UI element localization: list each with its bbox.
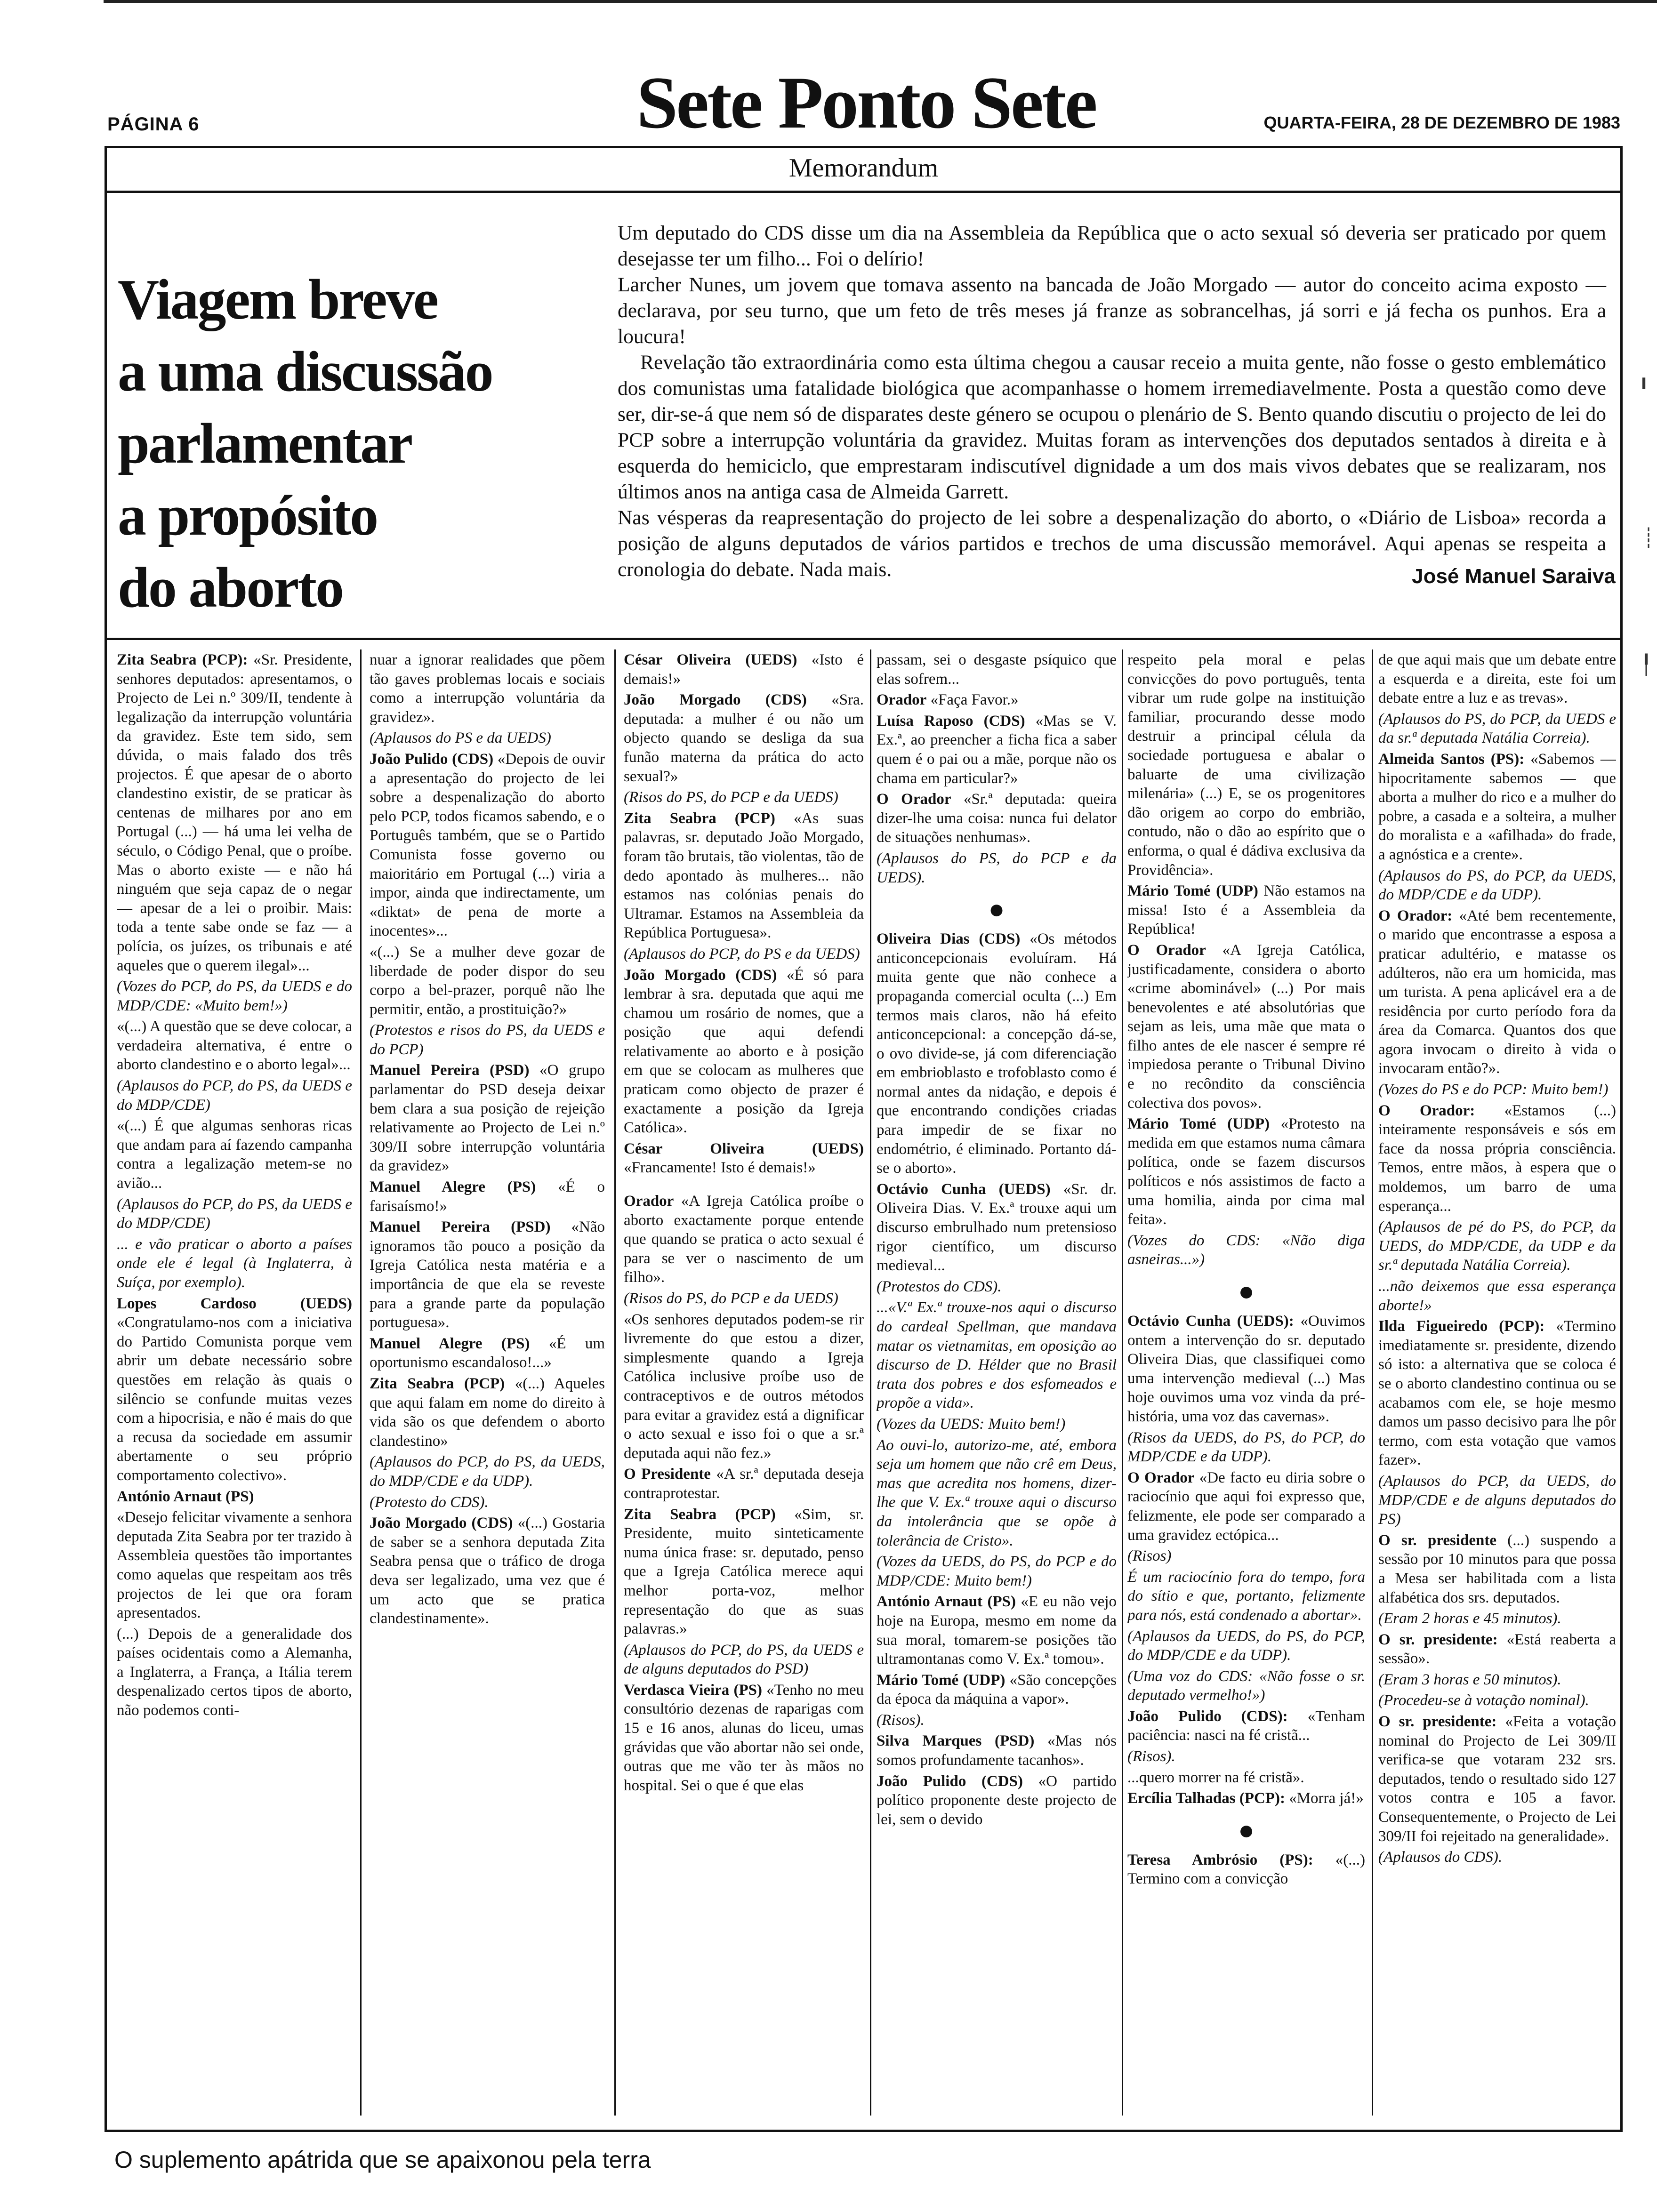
stage-direction-text: (Vozes do PS e do PCP: Muito bem!) [1378,1081,1609,1098]
speech-continuation [1378,650,1616,708]
paragraph-gap [624,1179,864,1192]
stage-direction-text: (Vozes do CDS: «Não diga asneiras...») [1127,1232,1365,1268]
speech-paragraph [877,1671,1117,1709]
speech-text: nuar a ignorar realidades que põem tão gaves problemas locais e sociais como a interrupção voluntária da gravidez». [370,651,605,726]
stage-direction-text: (Vozes da UEDS: Muito bem!) [877,1415,1066,1433]
speech-paragraph [117,1487,352,1507]
speech-text: «Tenham paciência: nasci na fé cristã... [1127,1707,1365,1744]
intro-paragraph: Um deputado do CDS disse um dia na Assembleia da República que o acto sexual só deveria ser praticado por quem desejasse ter um filho... Foi o delírio! [618,222,1606,270]
speech-text: «O partido político proponente deste projecto de lei, sem o devido [877,1772,1117,1828]
speech-paragraph [1127,1468,1365,1545]
speaker-name: Verdasca Vieira (PS) [624,1681,763,1699]
speaker-name: João Morgado (CDS) [370,1515,513,1532]
speech-text: «Sabemos — hipocritamente sabemos — que aborta a mulher do rico e a mulher do pobre, a casada e a solteira, a mulher do moralista e a «afilhada» do frade, a agnóstica e a crente». [1378,750,1616,863]
stage-direction [1127,1667,1365,1705]
stage-direction-text: (Risos). [1127,1748,1175,1765]
stage-direction [624,1641,864,1679]
intro-paragraph: Nas vésperas da reapresentação do projecto de lei sobre a despenalização do aborto, o «Diário de Lisboa» recorda a posição de alguns deputados de vários partidos e trechos de uma discussão memorável. Aqui apenas se respeita a cronologia do debate. Nada mais. [618,506,1606,581]
stage-direction [877,1552,1117,1590]
speech-text: «Protesto na medida em que estamos numa câmara política, onde se fazem discursos políticos e nós assistimos de facto a uma homilia, ainda por cima mal feita». [1127,1115,1365,1228]
stage-direction-text: (Aplausos da UEDS, do PS, do PCP, do MDP/CDE e da UDP). [1127,1627,1365,1664]
stage-direction [370,729,605,748]
speech-text: «Isto é demais!» [624,651,864,688]
speaker-name: António Arnaut (PS) [877,1593,1016,1611]
speech-paragraph [1378,1101,1616,1216]
speech-paragraph [370,1334,605,1372]
speaker-name: Orador [877,691,927,709]
stage-direction [117,1076,352,1114]
speaker-name: Manuel Alegre (PS) [370,1335,530,1352]
column-rule [870,649,871,2116]
speech-text: «Termino imediatamente sr. presidente, dizendo só isto: a alternativa que se coloca é se o aborto clandestino continua ou se acabamos com ele, se hoje mesmo damos um passo decisivo para lhe pôr termo, com esta votação que vamos fazer». [1378,1318,1616,1469]
stage-direction [877,1415,1117,1434]
speaker-name: O sr. presidente [1378,1531,1496,1549]
headline-line: a propósito [118,484,378,547]
stage-direction [1378,1848,1616,1867]
stage-direction-text: (Aplausos do PCP, do PS e da UEDS) [624,945,860,962]
speaker-name: O Orador: [1378,1102,1475,1119]
speech-paragraph [1378,1317,1616,1470]
speech-paragraph [624,650,864,689]
speech-text: «Os senhores deputados podem-se rir livremente do que estou a dizer, simplesmente quando a Igreja Católica inclusive proíbe uso de contraceptivos e de outros métodos para evitar a gravidez está a dignificar o acto sexual e isso foi o que a sr.ª deputada aqui não fez.» [624,1311,864,1462]
speech-paragraph [370,1178,605,1216]
speech-text: «Está reaberta a sessão». [1378,1631,1616,1667]
speech-paragraph [877,1180,1117,1275]
article-column-6 [1378,650,1616,2114]
speech-paragraph [370,1374,605,1451]
speaker-name: Octávio Cunha (UEDS): [1127,1313,1294,1330]
speaker-name: O Orador: [1378,907,1453,924]
speaker-name: Zita Seabra (PCP) [624,809,775,827]
headline-line: do aborto [118,556,343,619]
speech-paragraph [624,1192,864,1287]
speech-paragraph [624,966,864,1138]
stage-direction-text: (Uma voz do CDS: «Não fosse o sr. deputado vermelho!») [1127,1667,1365,1704]
speech-text: «Os métodos anticoncepcionais evoluíram. Há muita gente que não conhece a propaganda comercial oculta (...) Em termos mais claros, não há efeito anticoncepcional: a concepção dá-se, o ovo divide-se, já com diferenciação em embrioblasto e trofoblasto como é normal antes da nidação, e depois é que encontrando condições criadas para impedir de se fixar no endométrio, é eliminado. Portanto dá-se o aborto». [877,930,1117,1177]
speech-paragraph [1127,941,1365,1113]
stage-direction-text: Ao ouvi-lo, autorizo-me, até, embora seja um homem que não crê em Deus, mas que acredita nos homens, dizer-lhe que V. Ex.ª trouxe aqui o discurso da intolerância que se opõe à tolerância de Cristo». [877,1436,1117,1549]
speech-text: «A sr.ª deputada deseja contraprotestar. [624,1466,864,1502]
stage-direction-text: (Vozes da UEDS, do PS, do PCP e do MDP/CDE: Muito bem!) [877,1553,1117,1589]
section-title: Memorandum [105,146,1623,193]
speech-text: «(...) Se a mulher deve gozar de liberdade de poder dispor do seu corpo a bel-prazer, porquê não lhe permitir, então, a prostituição?» [370,943,605,1018]
speech-continuation [370,943,605,1019]
column-rule [360,649,362,2116]
stage-direction [1127,1747,1365,1766]
stage-direction-text: (Aplausos do CDS). [1378,1849,1503,1866]
speech-text: «Até bem recentemente, o marido que encontrasse a esposa a praticar adultério, e matasse os adúlteros, não era um homicida, mas um turista. A pena aplicável era a de residência por curto período fora da área da Comarca. Quantos dos que agora invocam o direito à vida o invocaram então?». [1378,907,1616,1077]
scan-mark: ╻ [1638,367,1650,389]
speech-text: «Mas nós somos profundamente tacanhos». [877,1732,1117,1769]
dateline: QUARTA-FEIRA, 28 DE DEZEMBRO DE 1983 [1263,113,1620,132]
byline: José Manuel Saraiva [1412,565,1616,588]
speech-paragraph [117,1294,352,1485]
speaker-name: João Morgado (CDS) [624,691,807,709]
speaker-name: Manuel Pereira (PSD) [370,1062,530,1079]
stage-direction-text: (Aplausos do PCP, do PS, da UEDS, do MDP/CDE e da UDP). [370,1453,605,1490]
speech-text: «Tenho no meu consultório dezenas de raparigas com 15 e 16 anos, alunas do liceu, umas grávidas que vão abortar não sei onde, outras que me vão ter às mãos no hospital. Sei o que é que elas [624,1681,864,1794]
speech-text: «Ouvimos ontem a intervenção do sr. deputado Oliveira Dias, que classifiquei como uma intervenção medieval (...) Mas hoje ouvimos uma voz vinda da pré-história, uma voz das cavernas». [1127,1313,1365,1425]
stage-direction-text: ... e vão praticar o aborto a países onde ele é legal (à Inglaterra, à Suíça, por exemplo). [117,1235,352,1291]
stage-direction-text: (Aplausos do PCP, do PS, da UEDS e do MDP/CDE) [117,1195,352,1232]
speech-paragraph [1378,1630,1616,1668]
article-column-2 [370,650,605,2114]
stage-direction [877,1436,1117,1551]
stage-direction [1378,1691,1616,1710]
speech-paragraph [624,809,864,943]
article-column-3 [624,650,864,2114]
speech-continuation [117,1625,352,1720]
section-bullet-icon: ● [1238,1814,1255,1845]
speech-continuation [370,650,605,727]
speech-paragraph [1127,1707,1365,1745]
speaker-name: António Arnaut (PS) [117,1488,254,1505]
speech-text: passam, sei o desgaste psíquico que elas sofrem... [877,651,1117,688]
speech-text: «Sr. Presidente, senhores deputados: apresentamos, o Projecto de Lei n.º 309/II, tendente à legalização da interrupção voluntária da gravidez. Este tem sido, sem dúvida, o mais falado dos três projectos. É que apesar de o aborto clandestino existir, de se praticar às centenas de milhares por ano em Portugal (...) — há uma lei velha de século, o Código Penal, que o proíbe. Mas o aborto existe — e não há ninguém que seja capaz de o negar — apesar de a lei o proibir. Mais: toda a tente sabe onde se faz — a polícia, os juízes, os tribunais e até aqueles que o querem ilegal»... [117,651,352,974]
speech-paragraph [624,1681,864,1795]
stage-direction [624,788,864,807]
stage-direction-text: (Risos). [877,1711,925,1729]
stage-direction [877,849,1117,887]
speech-text: ...quero morrer na fé cristã». [1127,1769,1304,1786]
speech-text: «Congratulamo-nos com a iniciativa do Partido Comunista porque vem abrir um debate necessário sobre questões em relação às quais o silêncio se confunde muitas vezes com a hipocrisia, e não é mais do que a recusa da sociedade em assumir abertamente o seu próprio comportamento colectivo». [117,1314,352,1484]
speaker-name: João Pulido (CDS) [877,1772,1023,1790]
speech-text: «Faça Favor.» [930,691,1019,709]
stage-direction [1378,866,1616,905]
headline-line: parlamentar [118,412,412,475]
stage-direction-text: (Protesto do CDS). [370,1493,489,1511]
stage-direction [1378,710,1616,748]
stage-direction [877,1277,1117,1297]
speech-paragraph [1378,1712,1616,1846]
speaker-name: Mário Tomé (UDP) [877,1671,1005,1689]
stage-direction [370,1493,605,1512]
speech-paragraph [877,1592,1117,1668]
speech-text: «Desejo felicitar vivamente a senhora deputada Zita Seabra por ter trazido à Assembleia questões tão importantes como aquelas que respeitam aos três projectos de lei que ora foram apresentados. [117,1509,352,1622]
speech-paragraph [1378,750,1616,865]
stage-direction [1127,1627,1365,1665]
stage-direction-text: (Aplausos do PS e da UEDS) [370,729,551,747]
stage-direction-text: (Aplausos de pé do PS, do PCP, da UEDS, do MDP/CDE, da UDP e da sr.ª deputada Natália Correia). [1378,1218,1616,1274]
column-rule [614,649,616,2116]
speech-text: «São concepções da época da máquina a vapor». [877,1671,1117,1708]
stage-direction [1378,1670,1616,1690]
article-column-4 [877,650,1117,2114]
speech-text: «Francamente! Isto é demais!» [624,1159,816,1177]
stage-direction [1127,1547,1365,1566]
footer-tagline: O suplemento apátrida que se apaixonou pela terra [114,2147,651,2173]
speech-text: (...) Depois de a generalidade dos países ocidentais como a Alemanha, a Inglaterra, a França, a Itália terem despenalizado certos tipos de aborto, não podemos conti- [117,1625,352,1719]
intro-paragraph: Larcher Nunes, um jovem que tomava assento na bancada de João Morgado — autor do conceito acima exposto — declarava, por seu turno, que um feto de três meses já franze as sobrancelhas, já sorri e já fecha os punhos. Era a loucura! [618,273,1606,348]
speech-text: respeito pela moral e pelas convicções do povo português, tenta vibrar um rude golpe na instituição familiar, procurando desse modo destruir a principal célula da sociedade portuguesa e abalar o baluarte de uma civilização milenária» (...) E, se os progenitores dão origem ao corpo do embrião, contudo, não o dão ao espírito que o enforma, o qual é dádiva exclusiva da Providência». [1127,651,1365,879]
stage-direction-text: (Protestos do CDS). [877,1278,1002,1295]
stage-direction [370,1021,605,1059]
speech-text: «Sr.ª deputada: queira dizer-lhe uma coisa: nunca fui delator de situações nenhumas». [877,791,1117,846]
stage-direction-text: (Aplausos do PS, do PCP, da UEDS e da sr.ª deputada Natália Correia). [1378,710,1616,747]
speaker-name: Octávio Cunha (UEDS) [877,1180,1051,1198]
speech-paragraph [877,690,1117,710]
scan-mark: ┊ [1643,527,1655,549]
speech-text: «É um oportunismo escandaloso!...» [370,1335,605,1371]
speech-paragraph [1127,882,1365,939]
speech-paragraph [624,1139,864,1178]
stage-direction-text: (Aplausos do PCP, da UEDS, do MDP/CDE e de alguns deputados do PS) [1378,1472,1616,1528]
speaker-name: O Orador [877,791,951,808]
speech-paragraph [624,690,864,786]
speech-text: «O grupo parlamentar do PSD deseja deixar bem clara a sua posição de rejeição relativamente ao Projecto de Lei n.º 309/II sobre interrupção voluntária da gravidez» [370,1062,605,1175]
stage-direction [117,1195,352,1233]
intro-divider [105,638,1623,640]
speaker-name: César Oliveira (UEDS) [624,1140,864,1157]
top-edge-rule [104,0,1657,3]
stage-direction [117,1235,352,1292]
stage-direction [877,1711,1117,1730]
speech-paragraph [1127,1789,1365,1808]
speech-paragraph [1378,1531,1616,1607]
speech-text: «Mas se V. Ex.ª, ao preencher a ficha fica a saber quem é o pai ou a mãe, porque não os chama em particular?» [877,712,1117,787]
speech-paragraph [877,790,1117,847]
speech-continuation [117,1508,352,1623]
speech-paragraph [877,712,1117,788]
speech-text: (...) suspendo a sessão por 10 minutos para que possa a Mesa ser habilitada com a lista alfabética dos srs. deputados. [1378,1531,1616,1606]
stage-direction [1378,1218,1616,1275]
speaker-name: Ilda Figueiredo (PCP): [1378,1318,1545,1335]
speech-text: «De facto eu diria sobre o raciocínio que aqui foi expresso que, felizmente, ele pode ser comparado a uma gravidez ectópica... [1127,1469,1365,1544]
speech-continuation [624,1310,864,1463]
speech-paragraph [370,1061,605,1176]
speech-text: «(...) Aqueles que aqui falam em nome do direito à vida são os que defendem o aborto clandestino» [370,1375,605,1450]
stage-direction [877,1298,1117,1413]
stage-direction [1378,1080,1616,1099]
speech-paragraph [370,750,605,941]
stage-direction-text: (Protestos e risos do PS, da UEDS e do PCP) [370,1022,605,1058]
article-column-1 [117,650,352,2114]
speech-paragraph [370,1514,605,1628]
speech-text: «Estamos (...) inteiramente responsáveis e sós em face da nossa própria consciência. Temos, entre mãos, à espera que o moldemos, um barro de uma esperança... [1378,1102,1616,1215]
speech-text: «E eu não vejo hoje na Europa, mesmo em nome da sua moral, tomarem-se posições tão ultramontanas como V. Ex.ª tomou». [877,1593,1117,1668]
article-column-5 [1127,650,1365,2114]
speaker-name: O Orador [1127,1469,1195,1486]
column-rule [1122,649,1123,2116]
stage-direction-text: (Aplausos do PS, do PCP, da UEDS, do MDP/CDE e da UDP). [1378,867,1616,904]
stage-direction [370,1452,605,1491]
speech-text: «Morra já!» [1289,1790,1364,1807]
speech-continuation [1127,650,1365,880]
stage-direction [1127,1231,1365,1269]
intro-text [618,220,1606,583]
stage-direction-text: ...«V.ª Ex.ª trouxe-nos aqui o discurso do cardeal Spellman, que mandava matar os vietnamitas, em oposição ao discurso de D. Hélder que no Brasil trata dos pobres e dos esfomeados e propõe a vida». [877,1299,1117,1412]
stage-direction-text: É um raciocínio fora do tempo, fora do sítio e que, portanto, felizmente para nós, está condenado a abortar». [1127,1568,1365,1624]
headline-line: a uma discussão [118,340,492,403]
speech-paragraph [1127,1114,1365,1229]
speech-paragraph [877,1731,1117,1770]
speech-continuation [117,1017,352,1074]
stage-direction [1378,1609,1616,1628]
headline [118,264,588,624]
speaker-name: O sr. presidente: [1378,1631,1498,1648]
speaker-name: Ercília Talhadas (PCP): [1127,1790,1285,1807]
speech-text: «(...) É que algumas senhoras ricas que andam para aí fazendo campanha contra a legalização metem-se no avião... [117,1117,352,1192]
speech-paragraph [624,1465,864,1503]
stage-direction-text: ...não deixemos que essa esperança aborte!» [1378,1278,1616,1314]
speaker-name: Teresa Ambrósio (PS): [1127,1851,1313,1868]
column-rule [1372,649,1373,2116]
page-number: PÁGINA 6 [107,114,200,135]
stage-direction-text: (Aplausos do PCP, do PS, da UEDS e de alguns deputados do PSD) [624,1641,864,1678]
scan-mark: ╿ [1641,654,1652,676]
speaker-name: Almeida Santos (PS): [1378,750,1525,768]
speech-paragraph [877,1772,1117,1829]
speech-text: «Não ignoramos tão pouco a posição da Igreja Católica nesta matéria e a importância de que ela se reveste para a grande parte da população portuguesa». [370,1218,605,1331]
stage-direction-text: (Vozes do PCP, do PS, da UEDS e do MDP/CDE: «Muito bem!») [117,978,352,1014]
speech-text: «É o farisaísmo!» [370,1178,605,1215]
speech-text: «(...) Termino com a convicção [1127,1851,1365,1888]
stage-direction-text: (Eram 3 horas e 50 minutos). [1378,1671,1561,1688]
headline-line: Viagem breve [118,268,437,331]
speech-text: de que aqui mais que um debate entre a esquerda e a direita, este foi um debate entre a luz e as trevas». [1378,651,1616,707]
speaker-name: João Pulido (CDS): [1127,1707,1288,1725]
speaker-name: César Oliveira (UEDS) [624,651,797,668]
stage-direction [117,977,352,1015]
speech-paragraph [370,1218,605,1332]
speech-text: «Feita a votação nominal do Projecto de Lei 309/II verifica-se que votaram 232 srs. deputados, tendo o resultado sido 127 votos contra e 105 a favor. Consequentemente, o Projecto de Lei 309/II foi rejeitado na generalidade». [1378,1713,1616,1845]
stage-direction [624,1289,864,1308]
speaker-name: Orador [624,1193,674,1210]
speaker-name: Lopes Cardoso (UEDS) [117,1295,352,1312]
speaker-name: Mário Tomé (UDP) [1127,1115,1270,1133]
stage-direction [1378,1472,1616,1529]
speaker-name: João Pulido (CDS) [370,750,494,768]
stage-direction-text: (Procedeu-se à votação nominal). [1378,1692,1589,1709]
section-bullet-icon: ● [1238,1276,1255,1306]
speech-continuation [117,1116,352,1193]
stage-direction-text: (Aplausos do PCP, do PS, da UEDS e do MDP/CDE) [117,1077,352,1114]
speaker-name: Luísa Raposo (CDS) [877,712,1025,729]
speaker-name: Zita Seabra (PCP): [117,651,248,668]
speaker-name: João Morgado (CDS) [624,966,777,984]
section-bullet-icon: ● [988,894,1005,925]
speech-paragraph [1127,1312,1365,1427]
speech-paragraph [624,1505,864,1639]
speaker-name: O Presidente [624,1466,711,1483]
speaker-name: Mário Tomé (UDP) [1127,882,1258,900]
speech-text: «As suas palavras, sr. deputado João Morgado, foram tão brutais, tão violentas, tão de dedo apontado às mulheres... não estamos nas colónias penais do Ultramar. Estamos na Assembleia da República Portuguesa». [624,809,864,942]
speech-continuation [877,650,1117,689]
speech-text: «A Igreja Católica, justificadamente, considera o aborto «crime abominável» (...) Por mais benevolentes e até absolutórias que sejam as leis, uma mãe que mata o filho antes de ele nascer é sempre ré impiedosa perante o Tribunal Divino e no recôndito da consciência colectiva dos povos». [1127,941,1365,1112]
speech-paragraph [1127,1851,1365,1889]
speech-text: Não estamos na missa! Isto é a Assembleia da República! [1127,882,1365,938]
stage-direction [624,945,864,964]
stage-direction-text: (Aplausos do PS, do PCP e da UEDS). [877,850,1117,886]
speaker-name: Zita Seabra (PCP) [624,1506,776,1523]
speech-text: «Sr. dr. Oliveira Dias. V. Ex.ª trouxe aqui um discurso embrulhado num pretensioso rigor científico, um discurso medieval... [877,1180,1117,1274]
stage-direction-text: (Risos da UEDS, do PS, do PCP, do MDP/CDE e da UDP). [1127,1429,1365,1466]
speech-continuation [1127,1768,1365,1787]
masthead-title: Sete Ponto Sete [636,62,1096,144]
speech-text: «Sra. deputada: a mulher é ou não um objecto quando se desliga da sua funão materna da prática do acto sexual?» [624,691,864,785]
stage-direction [1127,1568,1365,1625]
stage-direction-text: (Eram 2 horas e 45 minutos). [1378,1610,1561,1627]
speech-text: «(...) A questão que se deve colocar, a verdadeira alternativa, é entre o aborto clandestino e o aborto legal»... [117,1018,352,1074]
speaker-name: Manuel Pereira (PSD) [370,1218,551,1236]
speech-paragraph [1378,906,1616,1078]
speech-text: «Sim, sr. Presidente, muito sinteticamente numa única frase: sr. deputado, penso que a Igreja Católica merece aqui melhor porta-voz, melhor representação do que as suas palavras.» [624,1506,864,1638]
speech-text: «É só para lembrar à sra. deputada que aqui me chamou um rosário de nomes, que a posição que aqui defendi relativamente ao aborto e à posição em que se colocam as mulheres que praticam como objecto de prazer é exactamente a posição da Igreja Católica». [624,966,864,1137]
speech-text: «Depois de ouvir a apresentação do projecto de lei sobre a despenalização do aborto pelo PCP, todos ficamos sabendo, e o Português também, que se o Partido Comunista fosse governo ou maioritário em Portugal (...) viria a impor, ainda que indirectamente, um «diktat» de pena de morte a inocentes»... [370,750,605,940]
speaker-name: Manuel Alegre (PS) [370,1178,536,1196]
stage-direction-text: (Risos do PS, do PCP e da UEDS) [624,1290,838,1307]
speaker-name: Silva Marques (PSD) [877,1732,1035,1750]
speaker-name: O sr. presidente: [1378,1713,1497,1731]
speaker-name: Zita Seabra (PCP) [370,1375,505,1392]
stage-direction [1127,1428,1365,1467]
speaker-name: O Orador [1127,941,1206,959]
speech-paragraph [877,930,1117,1178]
speaker-name: Oliveira Dias (CDS) [877,930,1021,948]
intro-paragraph: Revelação tão extraordinária como esta última chegou a causar receio a muita gente, não fosse o gesto emblemático dos comunistas uma fatalidade biológica que acompanhasse o homem irremediavelmente. Posta a questão como deve ser, dir-se-á que nem só de disparates deste género se ocupou o plenário de S. Bento quando discutiu o projecto de lei do PCP sobre a interrupção voluntária da gravidez. Muitas foram as intervenções dos deputados sentados à direita e à esquerda do hemiciclo, que emprestaram indiscutível dignidade a um dos mais vivos debates que se realizaram, nos últimos anos na antiga casa de Almeida Garrett. [618,351,1606,503]
speech-text: «(...) Gostaria de saber se a senhora deputada Zita Seabra pensa que o tráfico de droga deva ser legalizado, uma vez que é um acto que se pratica clandestinamente». [370,1515,605,1627]
speech-text: «A Igreja Católica proíbe o aborto exactamente porque entende que quando se pratica o acto sexual é para se ver o nascimento de um filho». [624,1193,864,1286]
stage-direction [1378,1277,1616,1315]
speech-paragraph [117,650,352,975]
stage-direction-text: (Risos) [1127,1547,1172,1565]
stage-direction-text: (Risos do PS, do PCP e da UEDS) [624,789,838,806]
